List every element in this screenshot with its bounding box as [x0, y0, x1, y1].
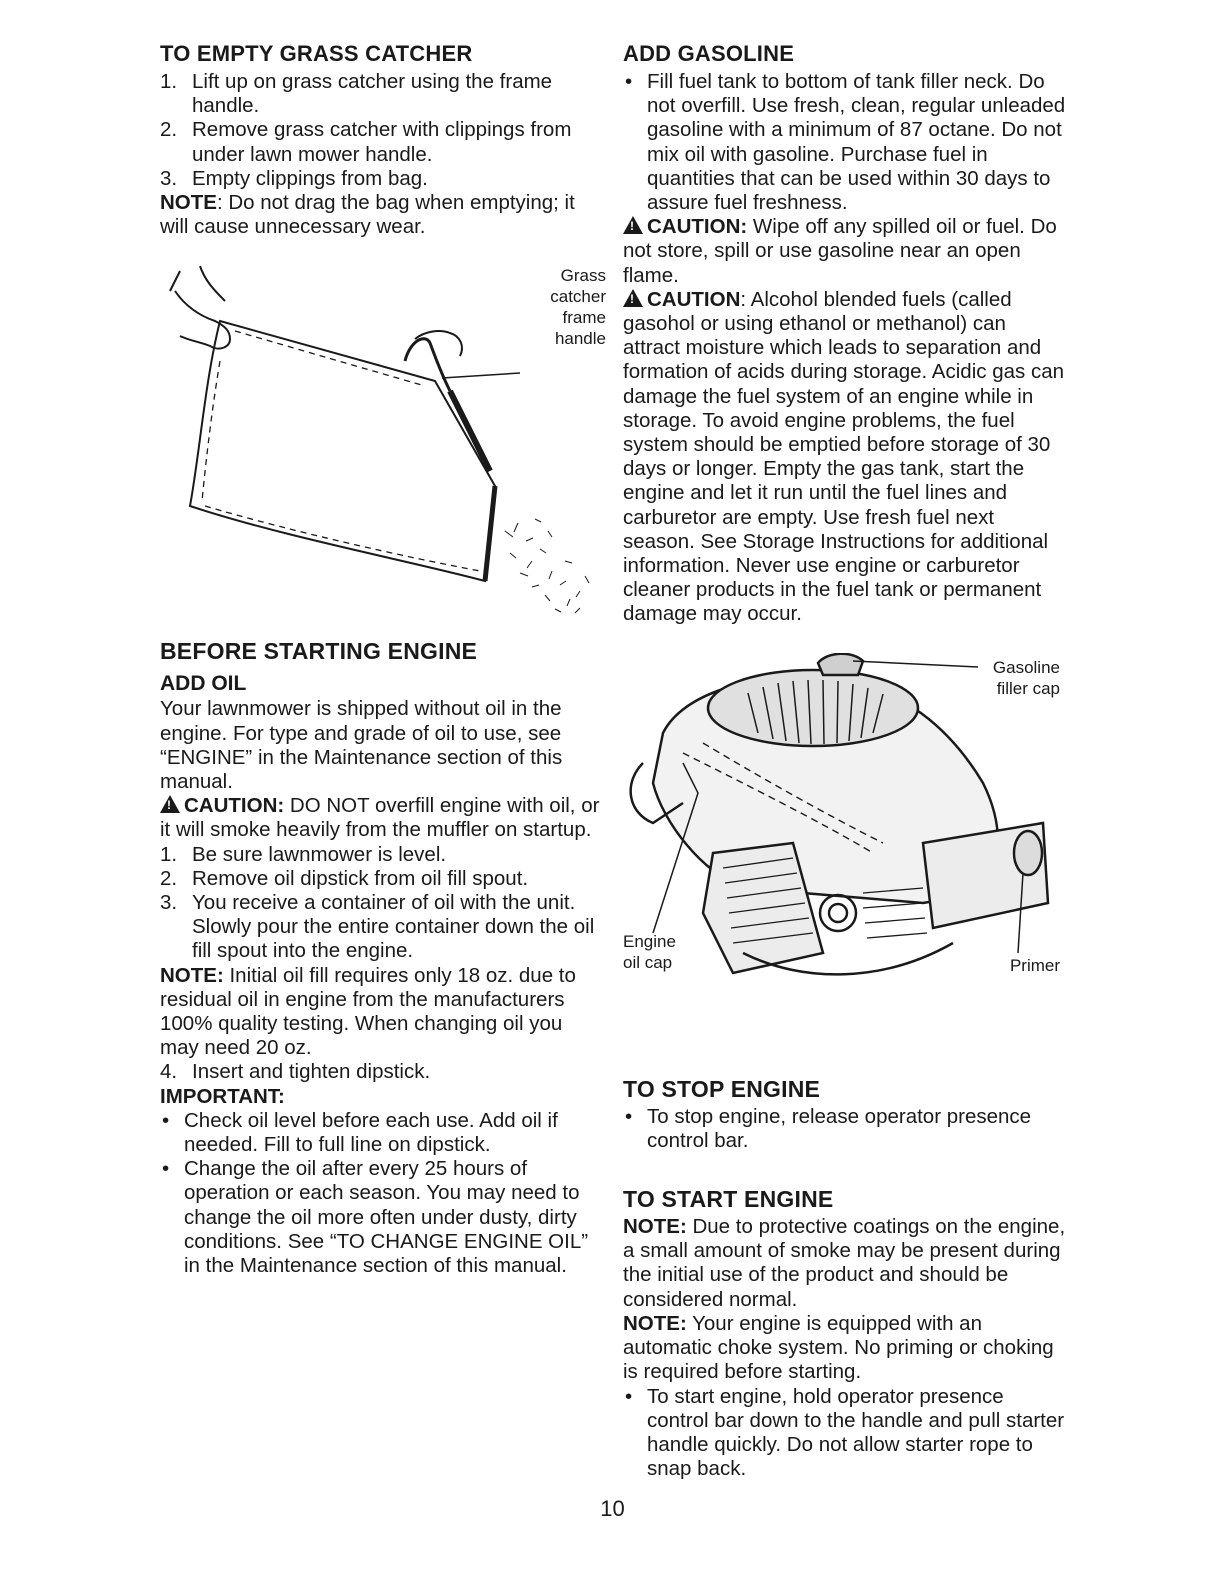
- important-label: IMPORTANT:: [160, 1084, 285, 1108]
- warning-icon: [160, 795, 180, 813]
- list-item: 2. Remove oil dipstick from oil fill spout.: [160, 866, 529, 890]
- before-starting-heading: BEFORE STARTING ENGINE: [160, 638, 478, 665]
- add-oil-heading: ADD OIL: [160, 672, 247, 696]
- list-item: • Change the oil after every 25 hours of operation or each season. You may need to change the oil more often under dusty, dirty conditions. See “TO CHANGE ENGINE OIL” in the Maintenance section of this manual.: [162, 1157, 589, 1278]
- start-note-2: NOTE: Your engine is equipped with an automatic choke system. No priming or choking is required before starting.: [623, 1311, 1054, 1384]
- oil-caution: !CAUTION: DO NOT overfill engine with oil, or it will smoke heavily from the muffler on startup.: [160, 794, 600, 842]
- gas-caution-2: !CAUTION: Alcohol blended fuels (called gasohol or using ethanol or methanol) can attract moisture which leads to separation and formation of acids during storage. Acidic gas can damage the fuel system of an engine while in storage. To avoid engine problems, the fuel system should be emptied before storage of 30 days or longer. Empty the gas tank, start the engine and let it run until the fuel lines and carburetor are empty. Use fresh fuel next season. See Storage Instructions for additional information. Never use engine or carburetor cleaner products in the fuel tank or permanent damage may occur.: [623, 288, 1068, 627]
- warning-icon: [623, 289, 643, 307]
- list-item: 2. Remove grass catcher with clippings from under lawn mower handle.: [160, 118, 572, 166]
- list-item: • To stop engine, release operator presence control bar.: [625, 1104, 1032, 1152]
- gasoline-cap-label: Gasoline filler cap: [992, 657, 1060, 698]
- list-item: 3. Empty clippings from bag.: [160, 166, 428, 190]
- warning-icon: [623, 216, 643, 234]
- list-item: 3. You receive a container of oil with the unit. Slowly pour the entire container down the oil fill spout into the engine.: [160, 891, 595, 963]
- start-engine-heading: TO START ENGINE: [623, 1186, 834, 1213]
- right-column: [623, 40, 1068, 1481]
- start-note-1: NOTE: Due to protective coatings on the engine, a small amount of smoke may be present during the initial use of the product and should be considered normal.: [623, 1215, 1066, 1311]
- oil-note: NOTE: Initial oil fill requires only 18 oz. due to residual oil in engine from the manufacturers 100% quality testing. When changing oil you may need 20 oz.: [160, 963, 576, 1060]
- list-item: 1. Lift up on grass catcher using the frame handle.: [160, 70, 553, 118]
- engine-figure: [623, 653, 1068, 1013]
- list-item: • Fill fuel tank to bottom of tank filler neck. Do not overfill. Use fresh, clean, regular unleaded gasoline with a minimum of 87 octane. Do not mix oil with gasoline. Purchase fuel in quantities that can be used within 30 days to assure fuel freshness.: [625, 70, 1066, 215]
- list-item: • To start engine, hold operator presence control bar down to the handle and pull starter handle quickly. Do not allow starter rope to snap back.: [625, 1384, 1065, 1481]
- list-item: • Check oil level before each use. Add oil if needed. Fill to full line on dipstick.: [162, 1108, 558, 1157]
- add-gasoline-heading: ADD GASOLINE: [623, 41, 795, 66]
- engine-oil-cap-label: Engine oil cap: [623, 931, 676, 972]
- grass-catcher-label: Grass catcher frame handle: [550, 266, 606, 349]
- grass-catcher-figure: [160, 261, 606, 631]
- list-item: 1. Be sure lawnmower is level.: [160, 842, 447, 866]
- left-column: [160, 40, 606, 1278]
- add-oil-intro: Your lawnmower is shipped without oil in the engine. For type and grade of oil to use, see “ENGINE” in the Maintenance section of this manual.: [160, 697, 563, 794]
- empty-catcher-heading: TO EMPTY GRASS CATCHER: [160, 41, 473, 66]
- primer-label: Primer: [1009, 955, 1060, 975]
- gas-caution-1: !CAUTION: Wipe off any spilled oil or fuel. Do not store, spill or use gasoline near an open flame.: [623, 215, 1068, 288]
- stop-engine-heading: TO STOP ENGINE: [623, 1075, 821, 1102]
- list-item: 4. Insert and tighten dipstick.: [160, 1060, 431, 1084]
- empty-catcher-note: NOTE: Do not drag the bag when emptying; it will cause unnecessary wear.: [160, 191, 575, 239]
- page-number: 10: [600, 1496, 625, 1521]
